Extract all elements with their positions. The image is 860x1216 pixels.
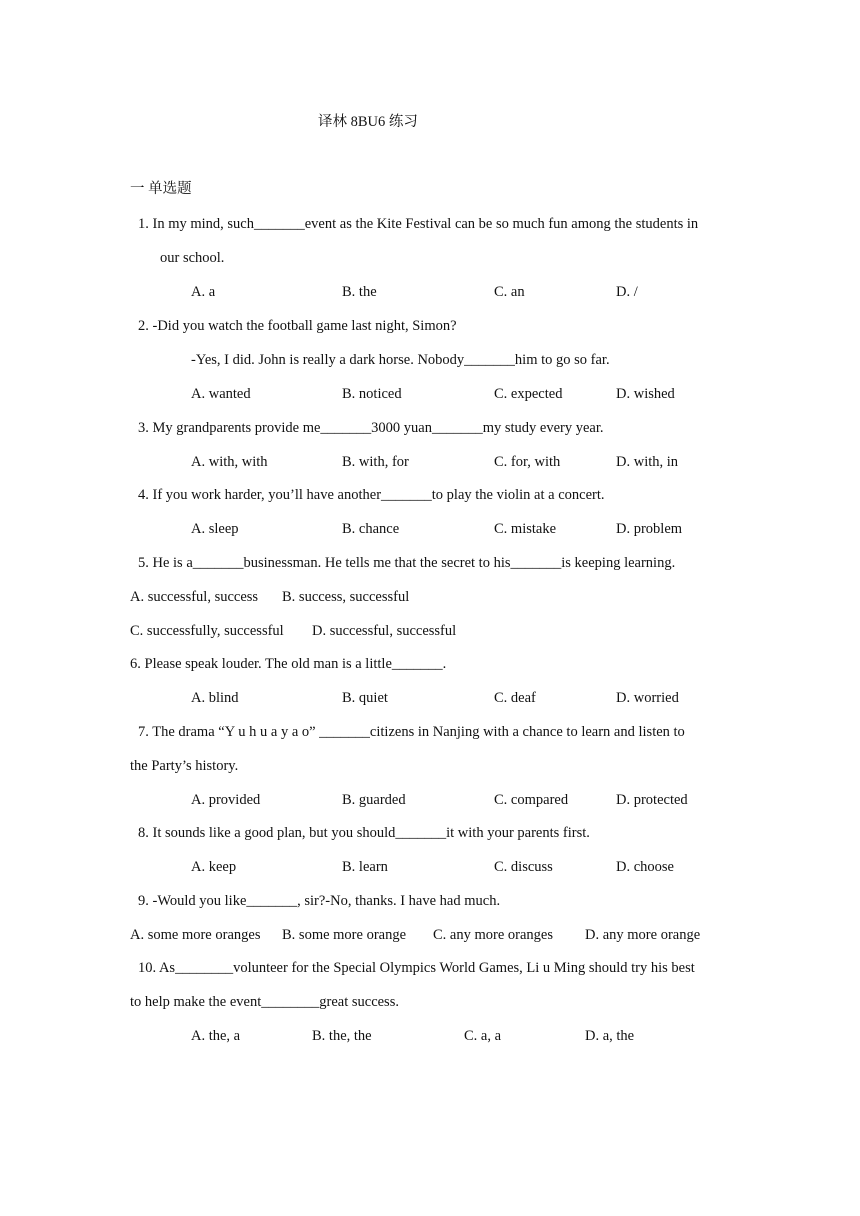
question-10-text: 10. As________volunteer for the Special Olympics World Games, Li u Ming should try his best xyxy=(138,960,695,976)
question-1-option-d[interactable]: D. / xyxy=(616,284,638,300)
question-3-option-b[interactable]: B. with, for xyxy=(342,454,409,470)
section-heading: 一 单选题 xyxy=(130,181,192,197)
question-4-option-a[interactable]: A. sleep xyxy=(191,521,239,537)
question-3-option-c[interactable]: C. for, with xyxy=(494,454,561,470)
question-3-option-a[interactable]: A. with, with xyxy=(191,454,268,470)
question-7-option-a[interactable]: A. provided xyxy=(191,792,261,808)
question-5-option-b[interactable]: B. success, successful xyxy=(282,589,410,605)
question-1-option-a[interactable]: A. a xyxy=(191,284,216,300)
question-10-option-b[interactable]: B. the, the xyxy=(312,1028,372,1044)
question-9-option-a[interactable]: A. some more oranges xyxy=(130,927,261,943)
question-5-option-d[interactable]: D. successful, successful xyxy=(312,623,457,639)
question-4-option-c[interactable]: C. mistake xyxy=(494,521,557,537)
question-3-option-d[interactable]: D. with, in xyxy=(616,454,679,470)
question-8-text: 8. It sounds like a good plan, but you should_______it with your parents first. xyxy=(138,825,590,841)
question-8-option-a[interactable]: A. keep xyxy=(191,859,237,875)
question-10-option-c[interactable]: C. a, a xyxy=(464,1028,502,1044)
question-6-option-c[interactable]: C. deaf xyxy=(494,690,536,706)
question-2-option-d[interactable]: D. wished xyxy=(616,386,675,402)
question-10-option-d[interactable]: D. a, the xyxy=(585,1028,635,1044)
question-9-option-b[interactable]: B. some more orange xyxy=(282,927,407,943)
question-7-option-d[interactable]: D. protected xyxy=(616,792,688,808)
question-10-text-cont: to help make the event________great success. xyxy=(130,994,399,1010)
question-6-option-b[interactable]: B. quiet xyxy=(342,690,388,706)
question-9-option-d[interactable]: D. any more orange xyxy=(585,927,701,943)
question-6-text: 6. Please speak louder. The old man is a little_______. xyxy=(130,656,447,672)
question-5-option-a[interactable]: A. successful, success xyxy=(130,589,259,605)
question-5-option-c[interactable]: C. successfully, successful xyxy=(130,623,284,639)
document-title: 译林 8BU6 练习 xyxy=(318,114,418,130)
question-2-option-a[interactable]: A. wanted xyxy=(191,386,251,402)
question-4-text: 4. If you work harder, you’ll have another_______to play the violin at a concert. xyxy=(138,487,605,503)
question-7-text-cont: the Party’s history. xyxy=(130,758,239,774)
question-1-text: 1. In my mind, such_______event as the Kite Festival can be so much fun among the students in xyxy=(138,216,699,232)
question-8-option-c[interactable]: C. discuss xyxy=(494,859,553,875)
question-7-option-c[interactable]: C. compared xyxy=(494,792,569,808)
question-1-option-c[interactable]: C. an xyxy=(494,284,525,300)
question-6-option-a[interactable]: A. blind xyxy=(191,690,239,706)
question-2-text-cont: -Yes, I did. John is really a dark horse. Nobody_______him to go so far. xyxy=(191,352,610,368)
question-2-option-c[interactable]: C. expected xyxy=(494,386,563,402)
question-1-text-cont: our school. xyxy=(160,250,225,266)
question-4-option-b[interactable]: B. chance xyxy=(342,521,400,537)
question-2-option-b[interactable]: B. noticed xyxy=(342,386,402,402)
question-10-option-a[interactable]: A. the, a xyxy=(191,1028,241,1044)
question-5-text: 5. He is a_______businessman. He tells me that the secret to his_______is keeping learning. xyxy=(138,555,676,571)
question-4-option-d[interactable]: D. problem xyxy=(616,521,683,537)
question-6-option-d[interactable]: D. worried xyxy=(616,690,679,706)
question-7-text: 7. The drama “Y u h u a y a o” _______citizens in Nanjing with a chance to learn and listen to xyxy=(138,724,685,740)
question-1-option-b[interactable]: B. the xyxy=(342,284,377,300)
question-9-option-c[interactable]: C. any more oranges xyxy=(433,927,553,943)
question-8-option-b[interactable]: B. learn xyxy=(342,859,388,875)
question-3-text: 3. My grandparents provide me_______3000 yuan_______my study every year. xyxy=(138,420,604,436)
question-7-option-b[interactable]: B. guarded xyxy=(342,792,406,808)
question-2-text: 2. -Did you watch the football game last night, Simon? xyxy=(138,318,457,334)
question-8-option-d[interactable]: D. choose xyxy=(616,859,674,875)
question-9-text: 9. -Would you like_______, sir?-No, thanks. I have had much. xyxy=(138,893,501,909)
